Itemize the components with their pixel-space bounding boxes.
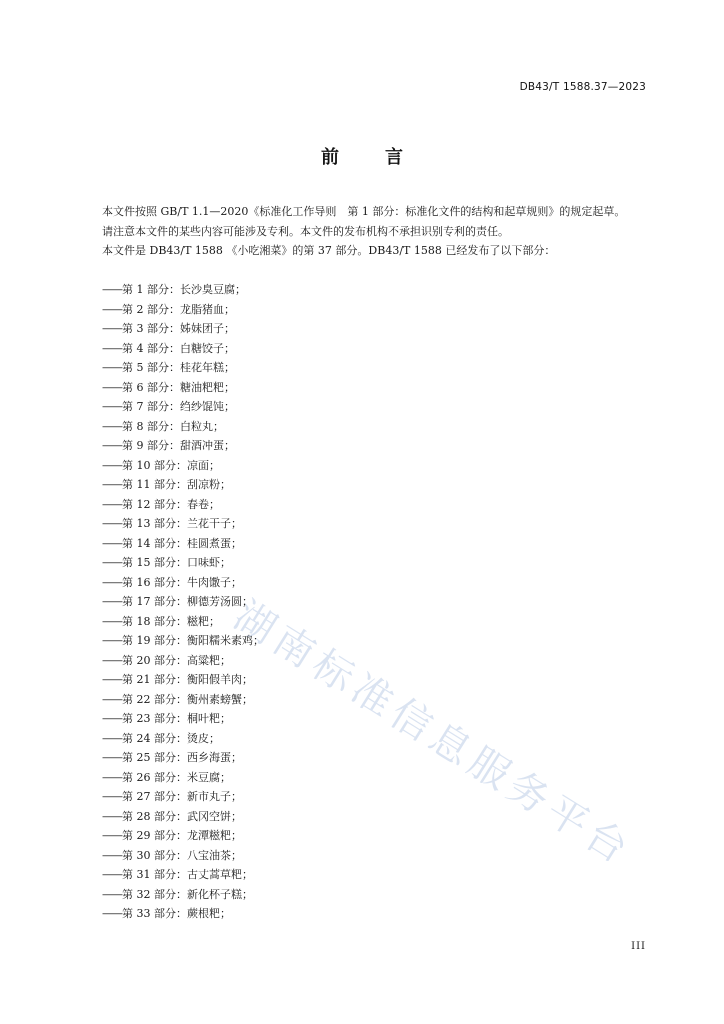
list-item-label: 第 27 部分：新市丸子； xyxy=(122,790,242,803)
list-item-label: 第 20 部分：高粱粑； xyxy=(122,653,231,667)
list-item xyxy=(102,358,264,378)
list-item-dash: —— xyxy=(102,322,122,335)
list-item xyxy=(102,651,264,671)
list-item xyxy=(102,417,264,437)
list-item-dash: —— xyxy=(102,439,122,452)
list-item xyxy=(102,378,264,398)
list-item-label: 第 12 部分：春卷； xyxy=(122,497,220,511)
list-item xyxy=(102,826,264,846)
list-item-dash: —— xyxy=(102,751,122,764)
paragraph-series-info: 本文件是 DB43/T 1588 《小吃湘菜》的第 37 部分。DB43/T 1588 已经发布了以下部分： xyxy=(102,244,556,257)
list-item-label: 第 6 部分：糖油粑粑； xyxy=(122,380,235,394)
list-item-label: 第 22 部分：衡州素螃蟹； xyxy=(122,692,253,706)
list-item-label: 第 23 部分：桐叶粑； xyxy=(122,712,231,725)
list-item-dash: —— xyxy=(102,770,122,784)
list-item xyxy=(102,612,264,632)
list-item-dash: —— xyxy=(102,595,122,608)
list-item-dash: —— xyxy=(102,497,122,511)
list-item-label: 第 31 部分：古丈蒿草粑； xyxy=(122,868,253,881)
list-item-label: 第 21 部分：衡阳假羊肉； xyxy=(122,673,253,686)
list-item-dash: —— xyxy=(102,517,122,530)
list-item-dash: —— xyxy=(102,556,122,569)
list-item-label: 第 17 部分：柳德芳汤圆； xyxy=(122,595,253,608)
list-item-label: 第 1 部分：长沙臭豆腐； xyxy=(122,283,246,296)
list-item xyxy=(102,709,264,729)
list-item xyxy=(102,280,264,300)
list-item-dash: —— xyxy=(102,673,122,686)
list-item xyxy=(102,885,264,905)
list-item-label: 第 16 部分：牛肉馓子； xyxy=(122,575,242,589)
list-item xyxy=(102,631,264,651)
list-item xyxy=(102,690,264,710)
list-item-label: 第 29 部分：龙潭糍粑； xyxy=(122,829,242,842)
list-item xyxy=(102,436,264,456)
list-item-label: 第 18 部分：糍粑； xyxy=(122,614,220,628)
list-item-dash: —— xyxy=(102,536,122,550)
list-item xyxy=(102,670,264,690)
list-item-dash: —— xyxy=(102,653,122,667)
list-item xyxy=(102,768,264,788)
list-item xyxy=(102,397,264,417)
list-item xyxy=(102,495,264,515)
list-item xyxy=(102,534,264,554)
list-item-dash: —— xyxy=(102,302,122,316)
list-item-label: 第 3 部分：姊妹团子； xyxy=(122,322,235,335)
list-item-label: 第 2 部分：龙脂猪血； xyxy=(122,302,235,316)
list-item-dash: —— xyxy=(102,712,122,725)
list-item-label: 第 32 部分：新化杯子糕； xyxy=(122,887,253,901)
list-item-dash: —— xyxy=(102,731,122,745)
list-item-dash: —— xyxy=(102,887,122,901)
list-item-label: 第 10 部分：凉面； xyxy=(122,458,220,472)
list-item xyxy=(102,904,264,924)
page-number: III xyxy=(631,941,646,952)
list-item-dash: —— xyxy=(102,692,122,706)
list-item xyxy=(102,573,264,593)
list-item xyxy=(102,553,264,573)
list-item xyxy=(102,807,264,827)
list-item-dash: —— xyxy=(102,478,122,491)
list-item-dash: —— xyxy=(102,907,122,920)
list-item-label: 第 5 部分：桂花年糕； xyxy=(122,361,235,374)
page-title: 前 言 xyxy=(321,147,417,168)
preface-body xyxy=(80,202,648,261)
list-item xyxy=(102,339,264,359)
list-item-label: 第 9 部分：甜酒冲蛋； xyxy=(122,439,235,452)
paragraph-patent-notice: 请注意本文件的某些内容可能涉及专利。本文件的发布机构不承担识别专利的责任。 xyxy=(102,224,509,238)
list-item-label: 第 14 部分：桂圆煮蛋； xyxy=(122,536,242,550)
list-item xyxy=(102,729,264,749)
list-item-dash: —— xyxy=(102,575,122,589)
list-item-dash: —— xyxy=(102,341,122,355)
list-item-dash: —— xyxy=(102,809,122,823)
list-item-label: 第 24 部分：烫皮； xyxy=(122,731,220,745)
watermark: 湖南标准信息服务平台 xyxy=(225,592,641,876)
list-item-dash: —— xyxy=(102,634,122,647)
list-item-label: 第 28 部分：武冈空饼； xyxy=(122,809,242,823)
paragraph-drafting-rules: 本文件按照 GB/T 1.1—2020《标准化工作导则 第 1 部分：标准化文件的结构和起草规则》的规定起草。 xyxy=(102,205,626,218)
list-item-dash: —— xyxy=(102,400,122,413)
list-item-label: 第 13 部分：兰花干子； xyxy=(122,517,242,530)
list-item xyxy=(102,846,264,866)
list-item-dash: —— xyxy=(102,419,122,433)
list-item-dash: —— xyxy=(102,829,122,842)
list-item-dash: —— xyxy=(102,614,122,628)
list-item-dash: —— xyxy=(102,380,122,394)
list-item-dash: —— xyxy=(102,283,122,296)
list-item xyxy=(102,300,264,320)
list-item xyxy=(102,748,264,768)
list-item-label: 第 7 部分：绉纱馄饨； xyxy=(122,400,235,413)
list-item xyxy=(102,456,264,476)
list-item xyxy=(102,592,264,612)
list-item-dash: —— xyxy=(102,868,122,881)
list-item-label: 第 19 部分：衡阳糯米素鸡； xyxy=(122,634,264,647)
list-item-dash: —— xyxy=(102,458,122,472)
list-item xyxy=(102,787,264,807)
list-item-dash: —— xyxy=(102,848,122,862)
list-item-label: 第 8 部分：白粒丸； xyxy=(122,419,224,433)
list-item-dash: —— xyxy=(102,361,122,374)
list-item-label: 第 25 部分：西乡海蛋； xyxy=(122,751,242,764)
list-item xyxy=(102,475,264,495)
list-item-label: 第 15 部分：口味虾； xyxy=(122,556,231,569)
document-code: DB43/T 1588.37—2023 xyxy=(519,81,646,93)
list-item-label: 第 33 部分：蕨根粑； xyxy=(122,907,231,920)
list-item xyxy=(102,514,264,534)
list-item xyxy=(102,319,264,339)
list-item-label: 第 26 部分：米豆腐； xyxy=(122,770,231,784)
list-item-label: 第 4 部分：白糖饺子； xyxy=(122,341,235,355)
parts-list xyxy=(102,280,264,924)
list-item xyxy=(102,865,264,885)
list-item-label: 第 30 部分：八宝油茶； xyxy=(122,848,242,862)
list-item-label: 第 11 部分：刮凉粉； xyxy=(122,478,231,491)
list-item-dash: —— xyxy=(102,790,122,803)
